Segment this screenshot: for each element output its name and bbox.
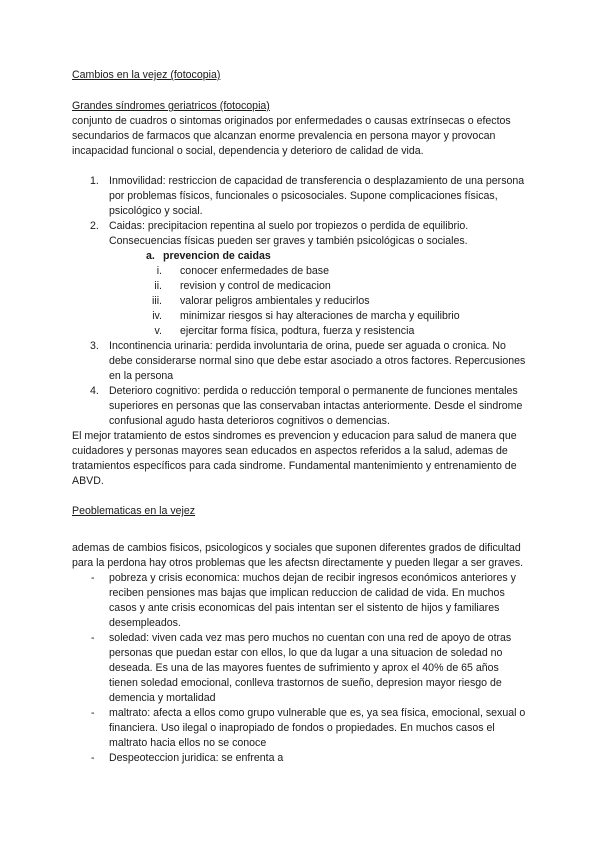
list-marker: iv. [152, 310, 162, 322]
list-item-text: valorar peligros ambientales y reducirlos [180, 295, 370, 307]
list-marker: - [91, 572, 95, 584]
list-item [72, 631, 528, 706]
heading-sindromes: Grandes síndromes geriatricos (fotocopia) [72, 100, 270, 112]
list-item-text: Inmovilidad: restriccion de capacidad de transferencia o desplazamiento de una persona por problemas físicos, funcionales o psicosociales. Supone complicaciones físicas, psicológico y social. [109, 175, 525, 217]
list-item-text: maltrato: afecta a ellos como grupo vulnerable que es, ya sea física, emocional, sexual o financiera. Uso ilegal o inapropiado de fondos o propiedades. En muchos casos el maltrato hacia ellos no se conoce [109, 707, 526, 749]
heading-cambios: Cambios en la vejez (fotocopia) [72, 69, 221, 81]
list-marker: i. [156, 265, 162, 277]
treatment-paragraph: El mejor tratamiento de estos sindromes es prevencion y educacion para salud de manera que cuidadores y personas mayores sean educados en aspectos referidos a la salud, ademas de tratamientos específicos para cada sindrome. Fundamental mantenimiento y entrenamiento de ABVD. [72, 430, 517, 487]
list-item-text: Deterioro cognitivo: perdida o reducción temporal o permanente de funciones mentales superiores en personas que las conservaban intactas anteriormente. Desde el sindrome confusional agudo hasta deterioros cognitivos o demencias. [109, 385, 523, 427]
list-item [72, 706, 528, 751]
heading-problematicas: Peoblematicas en la vejez [72, 505, 196, 517]
list-item [72, 264, 528, 279]
list-item-text: Despeoteccion juridica: se enfrenta a [109, 752, 284, 764]
list-item-text: conocer enfermedades de base [180, 265, 330, 277]
list-marker: - [91, 752, 95, 764]
list-marker: iii. [151, 295, 162, 307]
syndromes-list [72, 174, 528, 264]
list-item-text: Incontinencia urinaria: perdida involuntaria de orina, puede ser aguada o cronica. No debe considerarse normal sino que debe estar asociado a otros factores. Repercusiones en la persona [109, 340, 526, 382]
list-item [72, 309, 528, 324]
list-item [72, 219, 528, 264]
prevention-list [72, 264, 528, 339]
list-item [72, 279, 528, 294]
list-item-text: pobreza y crisis economica: muchos dejan de recibir ingresos económicos anteriores y reciben pensiones mas bajas que implican reduccion de calidad de vida. En muchos casos y ante crisis economicas del pais intentan ser el sistento de hijos y familiares desempleados. [109, 572, 516, 629]
list-item-text: minimizar riesgos si hay alteraciones de marcha y equilibrio [180, 310, 460, 322]
list-marker: 3. [90, 340, 99, 352]
list-item [72, 751, 528, 766]
prevention-title: prevencion de caidas [163, 250, 271, 262]
list-marker: 1. [90, 175, 99, 187]
list-marker: - [91, 632, 95, 644]
list-item [72, 339, 528, 384]
problems-list [72, 571, 528, 766]
list-marker: ii. [154, 280, 162, 292]
list-marker: 4. [90, 385, 99, 397]
intro-paragraph: conjunto de cuadros o sintomas originados por enfermedades o causas extrínsecas o efectos secundarios de farmacos que alcanzan enorme prevalencia en persona mayor y provocan incapacidad funcional o social, dependencia y deterioro de calidad de vida. [72, 115, 511, 157]
list-item-text: ejercitar forma física, podtura, fuerza y resistencia [180, 325, 415, 337]
list-item [72, 571, 528, 631]
document-content [72, 68, 528, 766]
list-item-text: soledad: viven cada vez mas pero muchos no cuentan con una red de apoyo de otras personas que puedan estar con ellos, lo que da lugar a una situacion de soledad no deseada. Es una de las mayores fuentes de sufrimiento y aprox el 40% de 65 años tienen soledad emocional, conlleva trastornos de sueño, depresion mayor riesgo de demencia y mortalidad [109, 632, 512, 704]
list-item [72, 384, 528, 429]
list-item [72, 174, 528, 219]
list-marker: - [91, 707, 95, 719]
syndromes-list-continued [72, 339, 528, 429]
list-item-text: revision y control de medicacion [180, 280, 331, 292]
list-item-text: Caidas: precipitacion repentina al suelo por tropiezos o perdida de equilibrio. Consecuencias físicas pueden ser graves y también psicológicas o sociales. [109, 220, 469, 247]
problems-intro-paragraph: ademas de cambios fisicos, psicologicos y sociales que suponen diferentes grados de dificultad para la perdona hay otros problemas que les afectsn directamente y pueden llegar a ser graves. [72, 542, 524, 569]
prevention-heading [109, 249, 528, 264]
list-item [72, 324, 528, 339]
list-marker: a. [146, 250, 155, 262]
list-marker: v. [154, 325, 162, 337]
list-marker: 2. [90, 220, 99, 232]
list-item [72, 294, 528, 309]
